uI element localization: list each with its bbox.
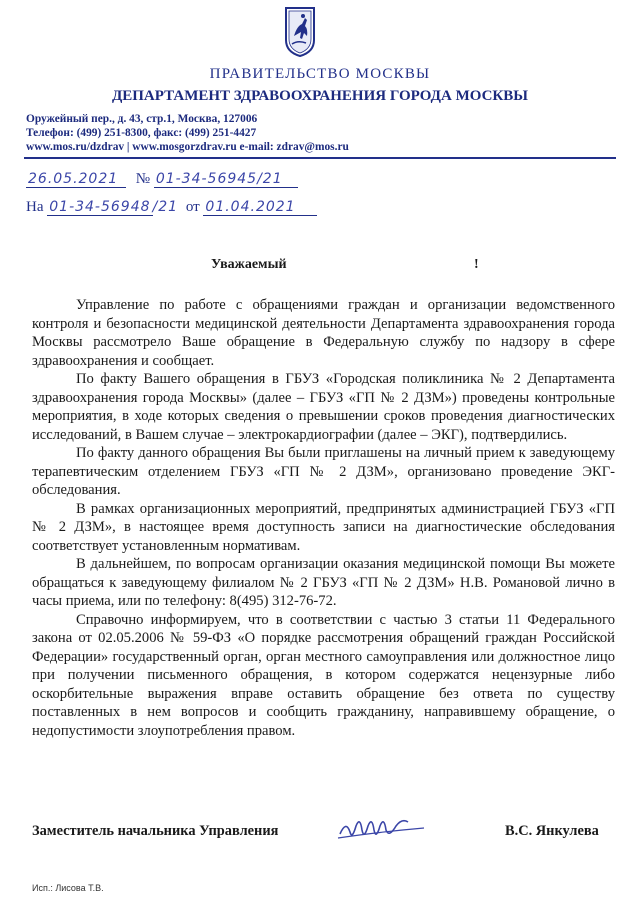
web-line: www.mos.ru/dzdrav | www.mosgorzdrav.ru e-mail: zdrav@mos.ru xyxy=(26,141,349,153)
paragraph: В рамках организационных мероприятий, предпринятых администрацией ГБУЗ «ГП № 2 ДЗМ», в настоящее время доступность записи на диагностические обследования соответствует установленным нормативам. xyxy=(32,500,615,554)
number-label: № xyxy=(135,171,151,187)
signatory-role: Заместитель начальника Управления xyxy=(32,823,279,839)
phone-line: Телефон: (499) 251-8300, факс: (499) 251-4427 xyxy=(26,127,257,139)
contact-block xyxy=(26,112,349,154)
outgoing-date: 26.05.2021 xyxy=(26,171,126,188)
incoming-suffix: /21 xyxy=(152,199,179,215)
government-title: ПРАВИТЕЛЬСТВО МОСКВЫ xyxy=(209,66,431,82)
department-title: ДЕПАРТАМЕНТ ЗДРАВООХРАНЕНИЯ ГОРОДА МОСКВЫ xyxy=(111,88,529,104)
greeting: Уважаемый xyxy=(211,257,287,272)
na-label: На xyxy=(26,199,44,215)
paragraph: В дальнейшем, по вопросам организации оказания медицинской помощи Вы можете обращаться к заведующему филиалом № 2 ГБУЗ «ГП № 2 ДЗМ» Н.В. Романовой лично в часы приема, или по телефону: 8(495) 312-76-72. xyxy=(32,556,615,609)
greeting-exclamation: ! xyxy=(474,257,479,272)
header-divider xyxy=(24,157,616,159)
paragraph: По факту данного обращения Вы были приглашены на личный прием к заведующему терапевтическим отделением ГБУЗ «ГП № 2 ДЗМ», организовано проведение ЭКГ-обследования. xyxy=(32,445,615,498)
handwritten-signature xyxy=(336,810,428,846)
address-line: Оружейный пер., д. 43, стр.1, Москва, 127006 xyxy=(26,113,258,125)
incoming-number: 01-34-56948 xyxy=(49,199,151,215)
outgoing-number: 01-34-56945/21 xyxy=(154,171,298,188)
paragraph: Управление по работе с обращениями граждан и организации ведомственного контроля и безопасности медицинской деятельности Департамента здравоохранения города Москвы рассмотрело Ваше обращение в Федеральную службу по надзору в сфере здравоохранения и сообщает. xyxy=(32,297,615,369)
executor-note: Исп.: Лисова Т.В. xyxy=(32,883,104,893)
ot-label: от xyxy=(185,199,200,215)
signatory-name: В.С. Янкулева xyxy=(505,823,599,839)
letter-body xyxy=(32,296,615,740)
outgoing-reference xyxy=(26,171,298,188)
incoming-reference xyxy=(26,199,317,216)
incoming-date: 01.04.2021 xyxy=(203,199,317,216)
paragraph: Справочно информируем, что в соответствии с частью 3 статьи 11 Федерального закона от 02.05.2006 № 59-ФЗ «О порядке рассмотрения обращений граждан Российской Федерации» государственный орган, орган местного самоуправления или должностное лицо при получении письменного обращения, в котором содержатся нецензурные либо оскорбительные выражения вправе оставить обращение без ответа по существу поставленных в нем вопросов и сообщить гражданину, направившему обращение, о недопустимости злоупотребления правом. xyxy=(32,611,615,739)
paragraph: По факту Вашего обращения в ГБУЗ «Городская поликлиника № 2 Департамента здравоохранения города Москвы» (далее – ГБУЗ «ГП № 2 ДЗМ») проведены контрольные мероприятия, в ходе которых сведения о превышении сроков проведения диагностических исследований, в Вашем случае – электрокардиографии (далее – ЭКГ), подтвердились. xyxy=(32,371,615,443)
moscow-coat-of-arms-icon xyxy=(283,6,317,58)
